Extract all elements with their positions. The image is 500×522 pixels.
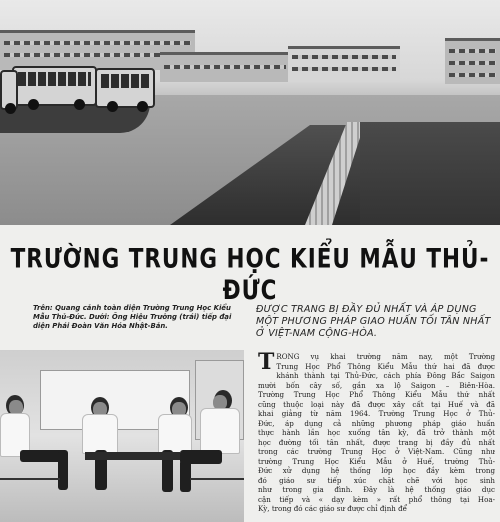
article-line: cũng thuộc loại này đã được xây cất tại Huế và đã: [258, 399, 495, 409]
campus-photo: [0, 0, 500, 225]
subheadline: ĐƯỢC TRANG BỊ ĐẦY ĐỦ NHẤT VÀ ÁP DỤNG MỘT PHƯƠNG PHÁP GIAO HUẤN TỐI TÂN NHẤT Ở VIỆT-NAM CỘNG-HÒA.: [256, 304, 491, 339]
article-line: mười bốn cây số, gần xa lộ Saigon – Biên-Hòa.: [258, 380, 495, 390]
lawn-right: [360, 122, 500, 225]
article-line: cận tiếp và « dạy kèm » rất phổ thông tại Hoa-: [258, 494, 495, 504]
chair-left: [0, 470, 60, 480]
article-line: khai giảng từ năm 1964. Trường Trung Học ở Thủ-: [258, 409, 495, 418]
photo-caption: Trên: Quang cảnh toàn diện Trường Trung Học Kiểu Mẫu Thủ-Đức. Dưới: Ông Hiệu Trưởng (trái) tiếp đại diện Phái Đoàn Văn Hóa Nhật-Bản.: [33, 304, 232, 330]
chair-right: [190, 470, 244, 480]
article-line: trường Trung Học Kiểu Mẫu ở Huế, trường Thủ-: [258, 456, 495, 466]
article-line: Đức xử dụng hệ thống lớp học đầy kèm trong: [258, 466, 495, 475]
article-line: trong các trường Trung Học ở Việt-Nam. Cũng như: [258, 447, 495, 456]
article-line: khánh thành tại Thủ-Đức, cách phía Đông Bắc Saigon: [276, 371, 495, 380]
article-line: thực hành lần học xuống tân kỳ, đã trở thành một: [258, 428, 495, 437]
article-body: [258, 349, 495, 514]
building-center: [160, 52, 290, 82]
article-line: Kỳ, trong đó các giáo sư được chỉ định để: [258, 504, 407, 513]
article-line: Trường Trung Học Phổ Thông Kiểu Mẫu thứ nhất: [258, 390, 495, 399]
bus-2: [95, 68, 155, 108]
article-line: như trong gia đình. Đây là hệ thống giáo dục: [258, 485, 495, 494]
bus-3: [0, 70, 18, 110]
coffee-table: [85, 452, 180, 460]
building-hall: [288, 46, 400, 82]
meeting-photo: [0, 350, 244, 522]
article-line: học đường tối tân nhất, được trang bị đầy đủ nhất: [258, 437, 495, 447]
building-right: [445, 38, 500, 84]
headline: TRƯỜNG TRUNG HỌC KIỂU MẪU THỦ-ĐỨC: [10, 243, 490, 307]
bus-1: [12, 66, 97, 106]
article-line: RONG vụ khai trường năm nay, một Trường: [276, 352, 495, 361]
drop-cap: T: [258, 349, 275, 375]
article-line: đó giáo sư tiếp xúc chặt chẽ với học sinh: [258, 475, 495, 485]
article-line: Đức, áp dụng cả những phương pháp giáo huấn: [258, 418, 495, 428]
article-line: Trung Học Phổ Thông Kiểu Mẫu thứ hai đã được: [276, 361, 495, 371]
